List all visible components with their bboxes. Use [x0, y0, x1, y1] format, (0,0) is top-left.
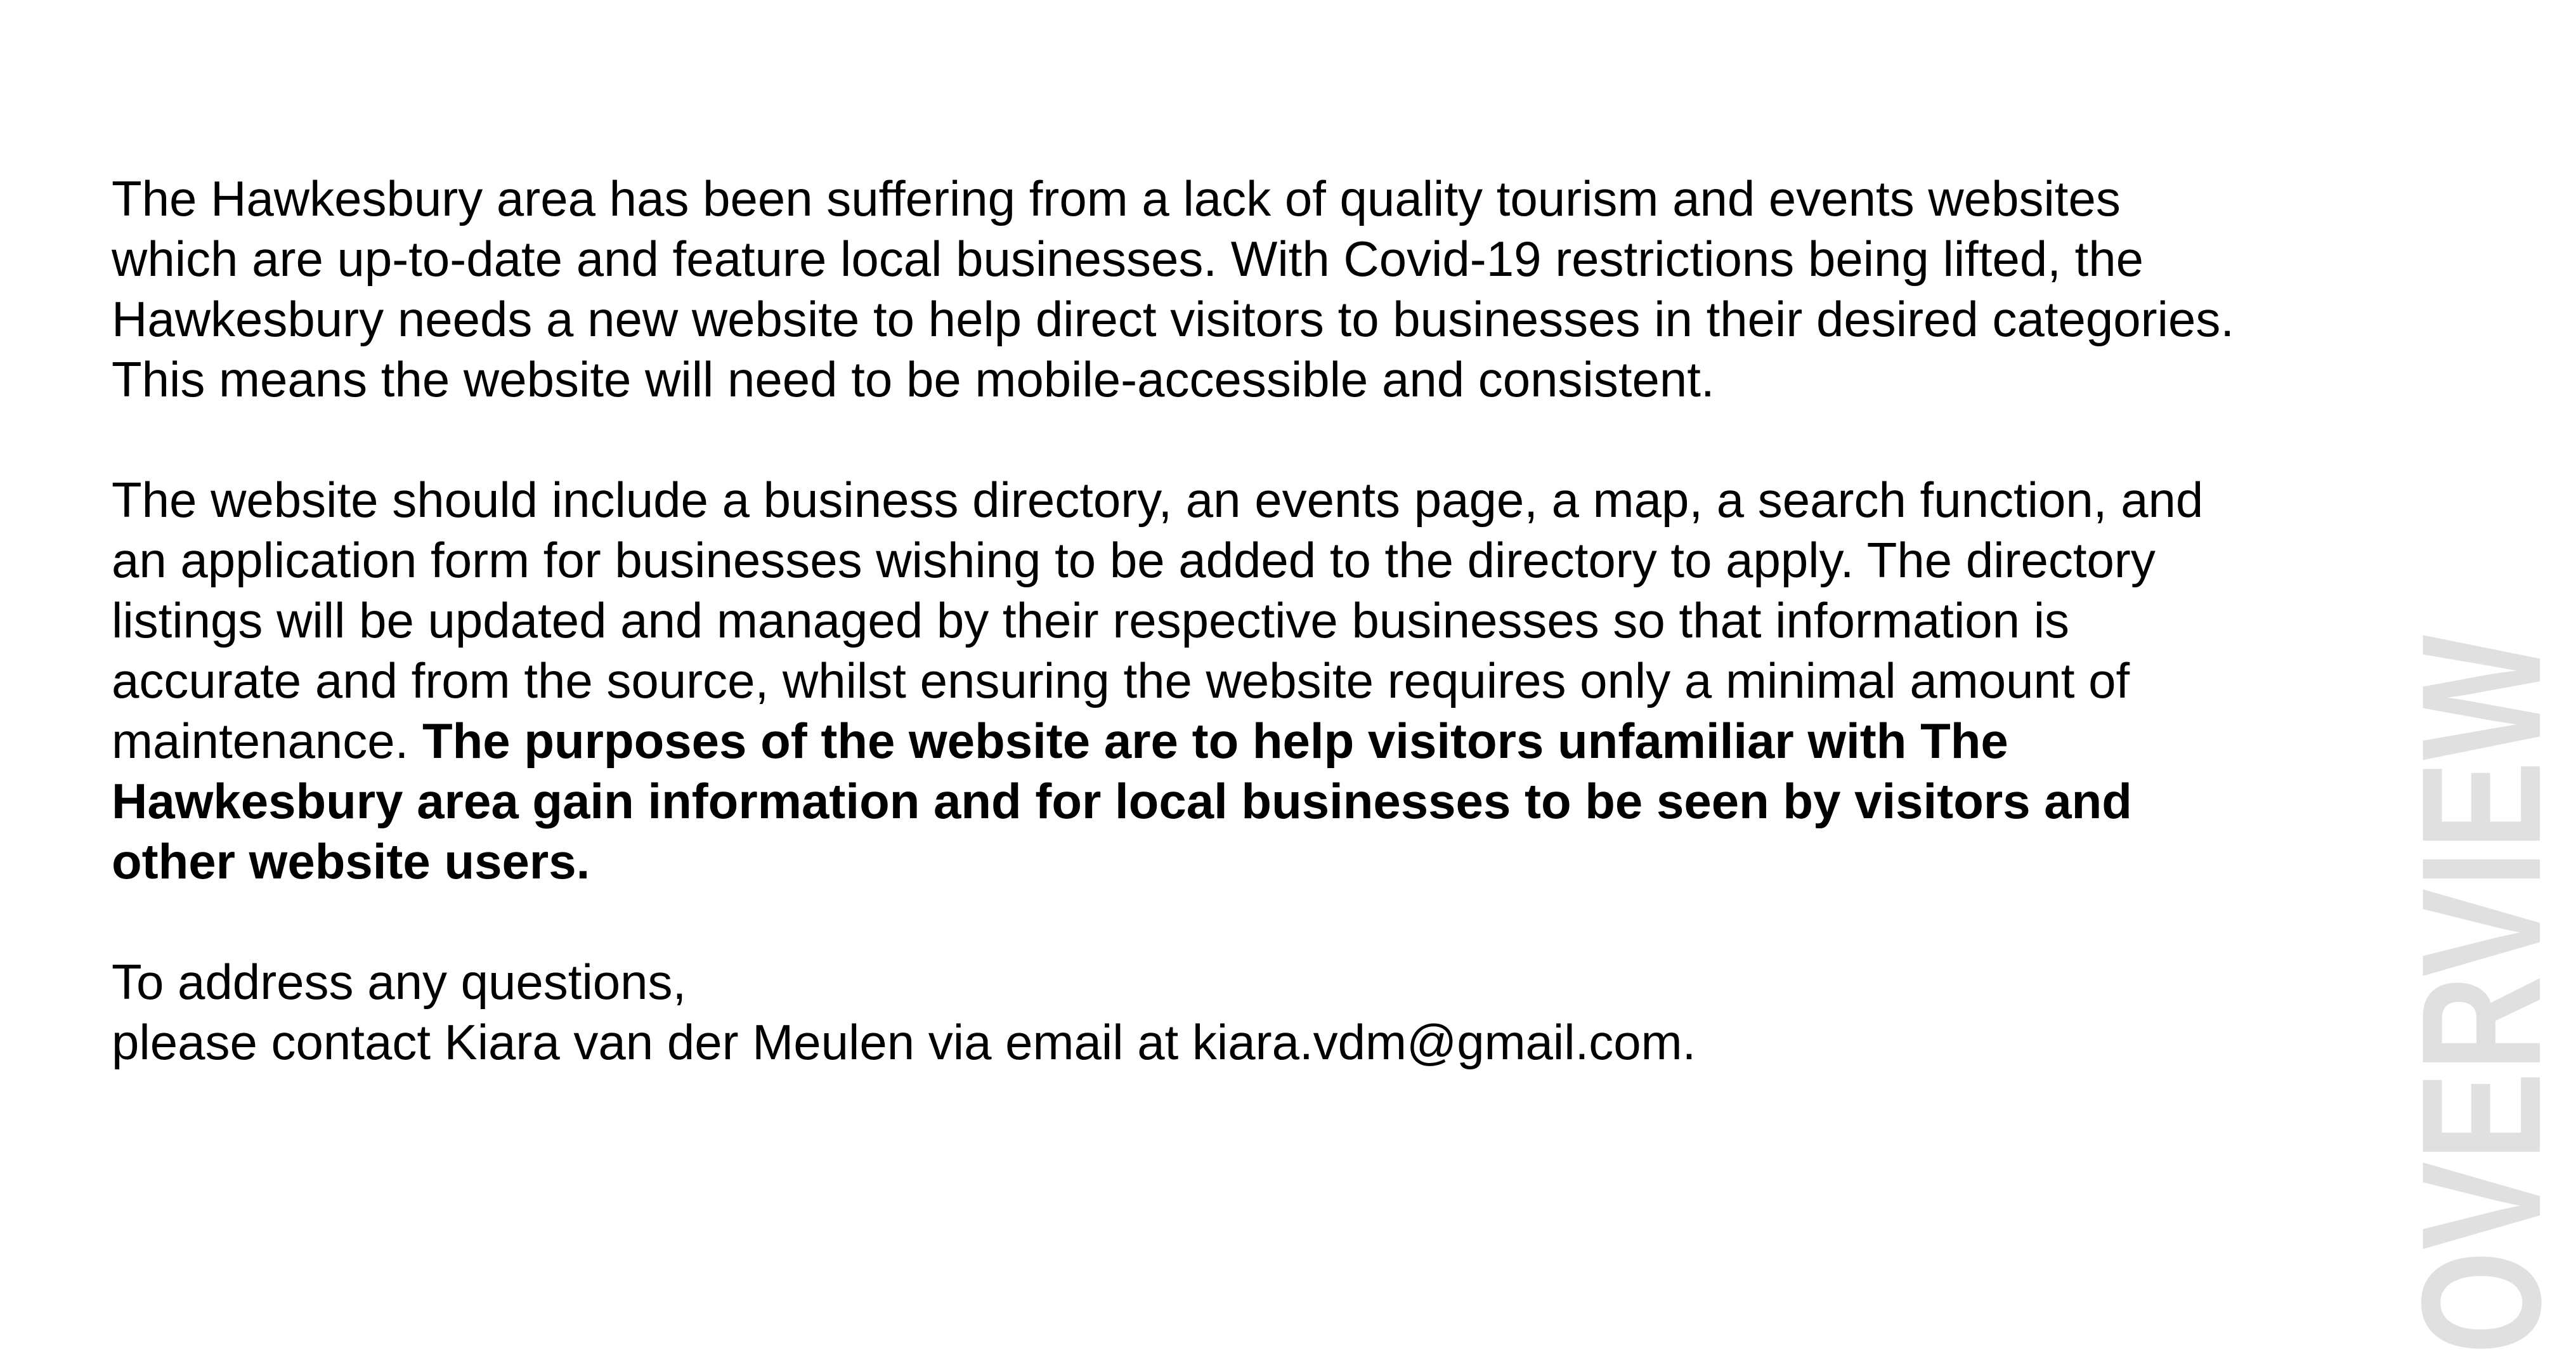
purpose-statement: The purposes of the website are to help visitors unfamiliar with The Hawkesbury area gain information and for local businesses to be seen by visitors and other website users.	[112, 713, 2132, 889]
contact-line-2: please contact Kiara van der Meulen via email at kiara.vdm@gmail.com.	[112, 1014, 1696, 1070]
contact-paragraph	[112, 952, 2255, 1073]
overview-body	[112, 169, 2255, 1073]
requirements-text: The website should include a business directory, an events page, a map, a search function, and an application form for businesses wishing to be added to the directory to apply. The directory listings will be updated and managed by their respective businesses so that information is accurate and from the source, whilst ensuring the website requires only a minimal amount of maintenance.	[112, 472, 2204, 769]
requirements-paragraph	[112, 470, 2255, 892]
side-title-overview: OVERVIEW	[2386, 634, 2576, 1354]
contact-line-1: To address any questions,	[112, 954, 687, 1010]
intro-paragraph: The Hawkesbury area has been suffering from a lack of quality tourism and events websites which are up-to-date and feature local businesses. With Covid-19 restrictions being lifted, the Hawkesbury needs a new website to help direct visitors to businesses in their desired categories. This means the website will need to be mobile-accessible and consistent.	[112, 171, 2235, 407]
